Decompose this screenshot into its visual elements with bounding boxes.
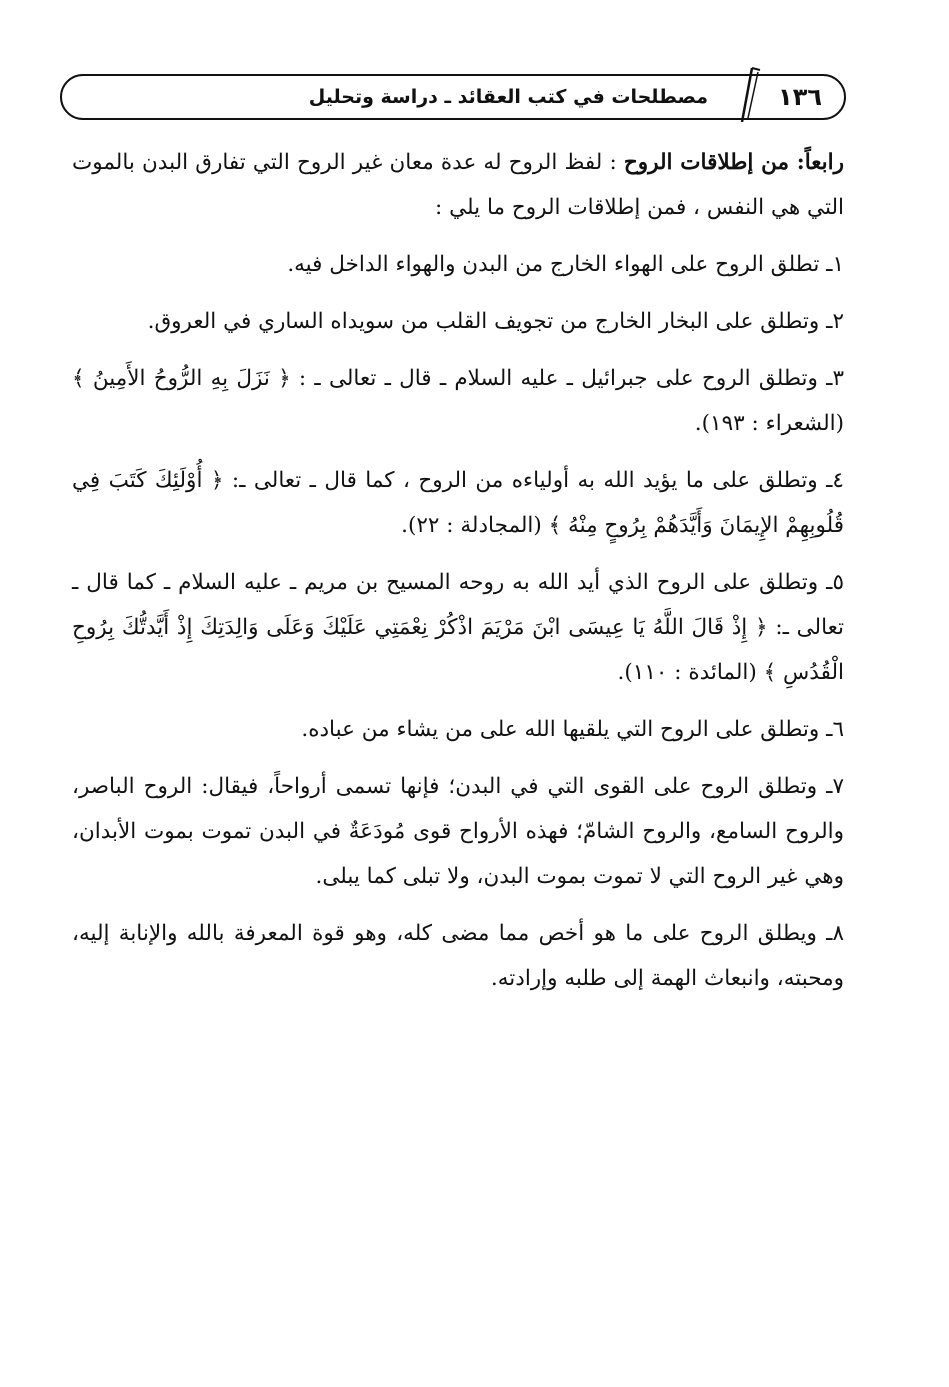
- intro-paragraph: [72, 140, 844, 230]
- item-text: ٤ـ وتطلق على ما يؤيد الله به أولياءه من الروح ، كما قال ـ تعالى ـ:: [223, 468, 844, 493]
- verse-reference: (المائدة : ١١٠).: [617, 660, 764, 685]
- item-text: ٢ـ وتطلق على البخار الخارج من تجويف القلب من سويداه الساري في العروق.: [147, 309, 844, 334]
- list-item-5: [72, 560, 844, 695]
- header-divider-ornament: [722, 66, 762, 120]
- page-number: ١٣٦: [778, 83, 822, 111]
- page-body: [72, 140, 844, 1013]
- verse-reference: (الشعراء : ١٩٣).: [694, 411, 844, 436]
- item-text: ٧ـ وتطلق الروح على القوى التي في البدن؛ فإنها تسمى أرواحاً، فيقال: الروح الباصر، والروح السامع، والروح الشامّ؛ فهذه الأرواح قوى مُودَعَةٌ في البدن تموت بموت الأبدان، وهي غير الروح التي لا تموت بموت البدن، ولا تبلى كما يبلى.: [72, 774, 844, 889]
- item-text: ٨ـ ويطلق الروح على ما هو أخص مما مضى كله، وهو قوة المعرفة بالله والإنابة إليه، ومحبته، وانبعاث الهمة إلى طلبه وإرادته.: [72, 921, 844, 991]
- list-item-8: [72, 911, 844, 1001]
- item-text: ٦ـ وتطلق على الروح التي يلقيها الله على من يشاء من عباده.: [301, 717, 844, 742]
- list-item-1: [72, 242, 844, 287]
- quran-verse: ﴿ أُوْلَئِكَ كَتَبَ فِي قُلُوبِهِمْ الإِيمَانَ وَأَيَّدَهُمْ بِرُوحٍ مِنْهُ ﴾: [72, 468, 844, 538]
- book-title: مصطلحات في كتب العقائد ـ دراسة وتحليل: [308, 86, 709, 108]
- section-heading: رابعاً: من إطلاقات الروح: [623, 150, 844, 175]
- quran-verse: ﴿ إِذْ قَالَ اللَّهُ يَا عِيسَى ابْنَ مَرْيَمَ اذْكُرْ نِعْمَتِي عَلَيْكَ وَعَلَى وَالِدَتِكَ إِذْ أَيَّدتُّكَ بِرُوحِ الْقُدُسِ ﴾: [72, 615, 844, 685]
- list-item-6: [72, 707, 844, 752]
- list-item-2: [72, 299, 844, 344]
- list-item-4: [72, 458, 844, 548]
- verse-reference: (المجادلة : ٢٢).: [401, 513, 549, 538]
- list-item-3: [72, 356, 844, 446]
- list-item-7: [72, 764, 844, 899]
- quran-verse: ﴿ نَزَلَ بِهِ الرُّوحُ الأَمِينُ ﴾: [72, 366, 291, 391]
- item-text: ١ـ تطلق الروح على الهواء الخارج من البدن والهواء الداخل فيه.: [287, 252, 844, 277]
- page-header: [60, 74, 846, 120]
- intro-text: : لفظ الروح له عدة معان غير الروح التي تفارق البدن بالموت التي هي النفس ، فمن إطلاقات الروح ما يلي :: [72, 150, 844, 220]
- item-text: ٣ـ وتطلق الروح على جبرائيل ـ عليه السلام ـ قال ـ تعالى ـ :: [290, 366, 844, 391]
- item-text: ٥ـ وتطلق على الروح الذي أيد الله به روحه المسيح بن مريم ـ عليه السلام ـ كما قال ـ تعالى ـ:: [72, 570, 844, 640]
